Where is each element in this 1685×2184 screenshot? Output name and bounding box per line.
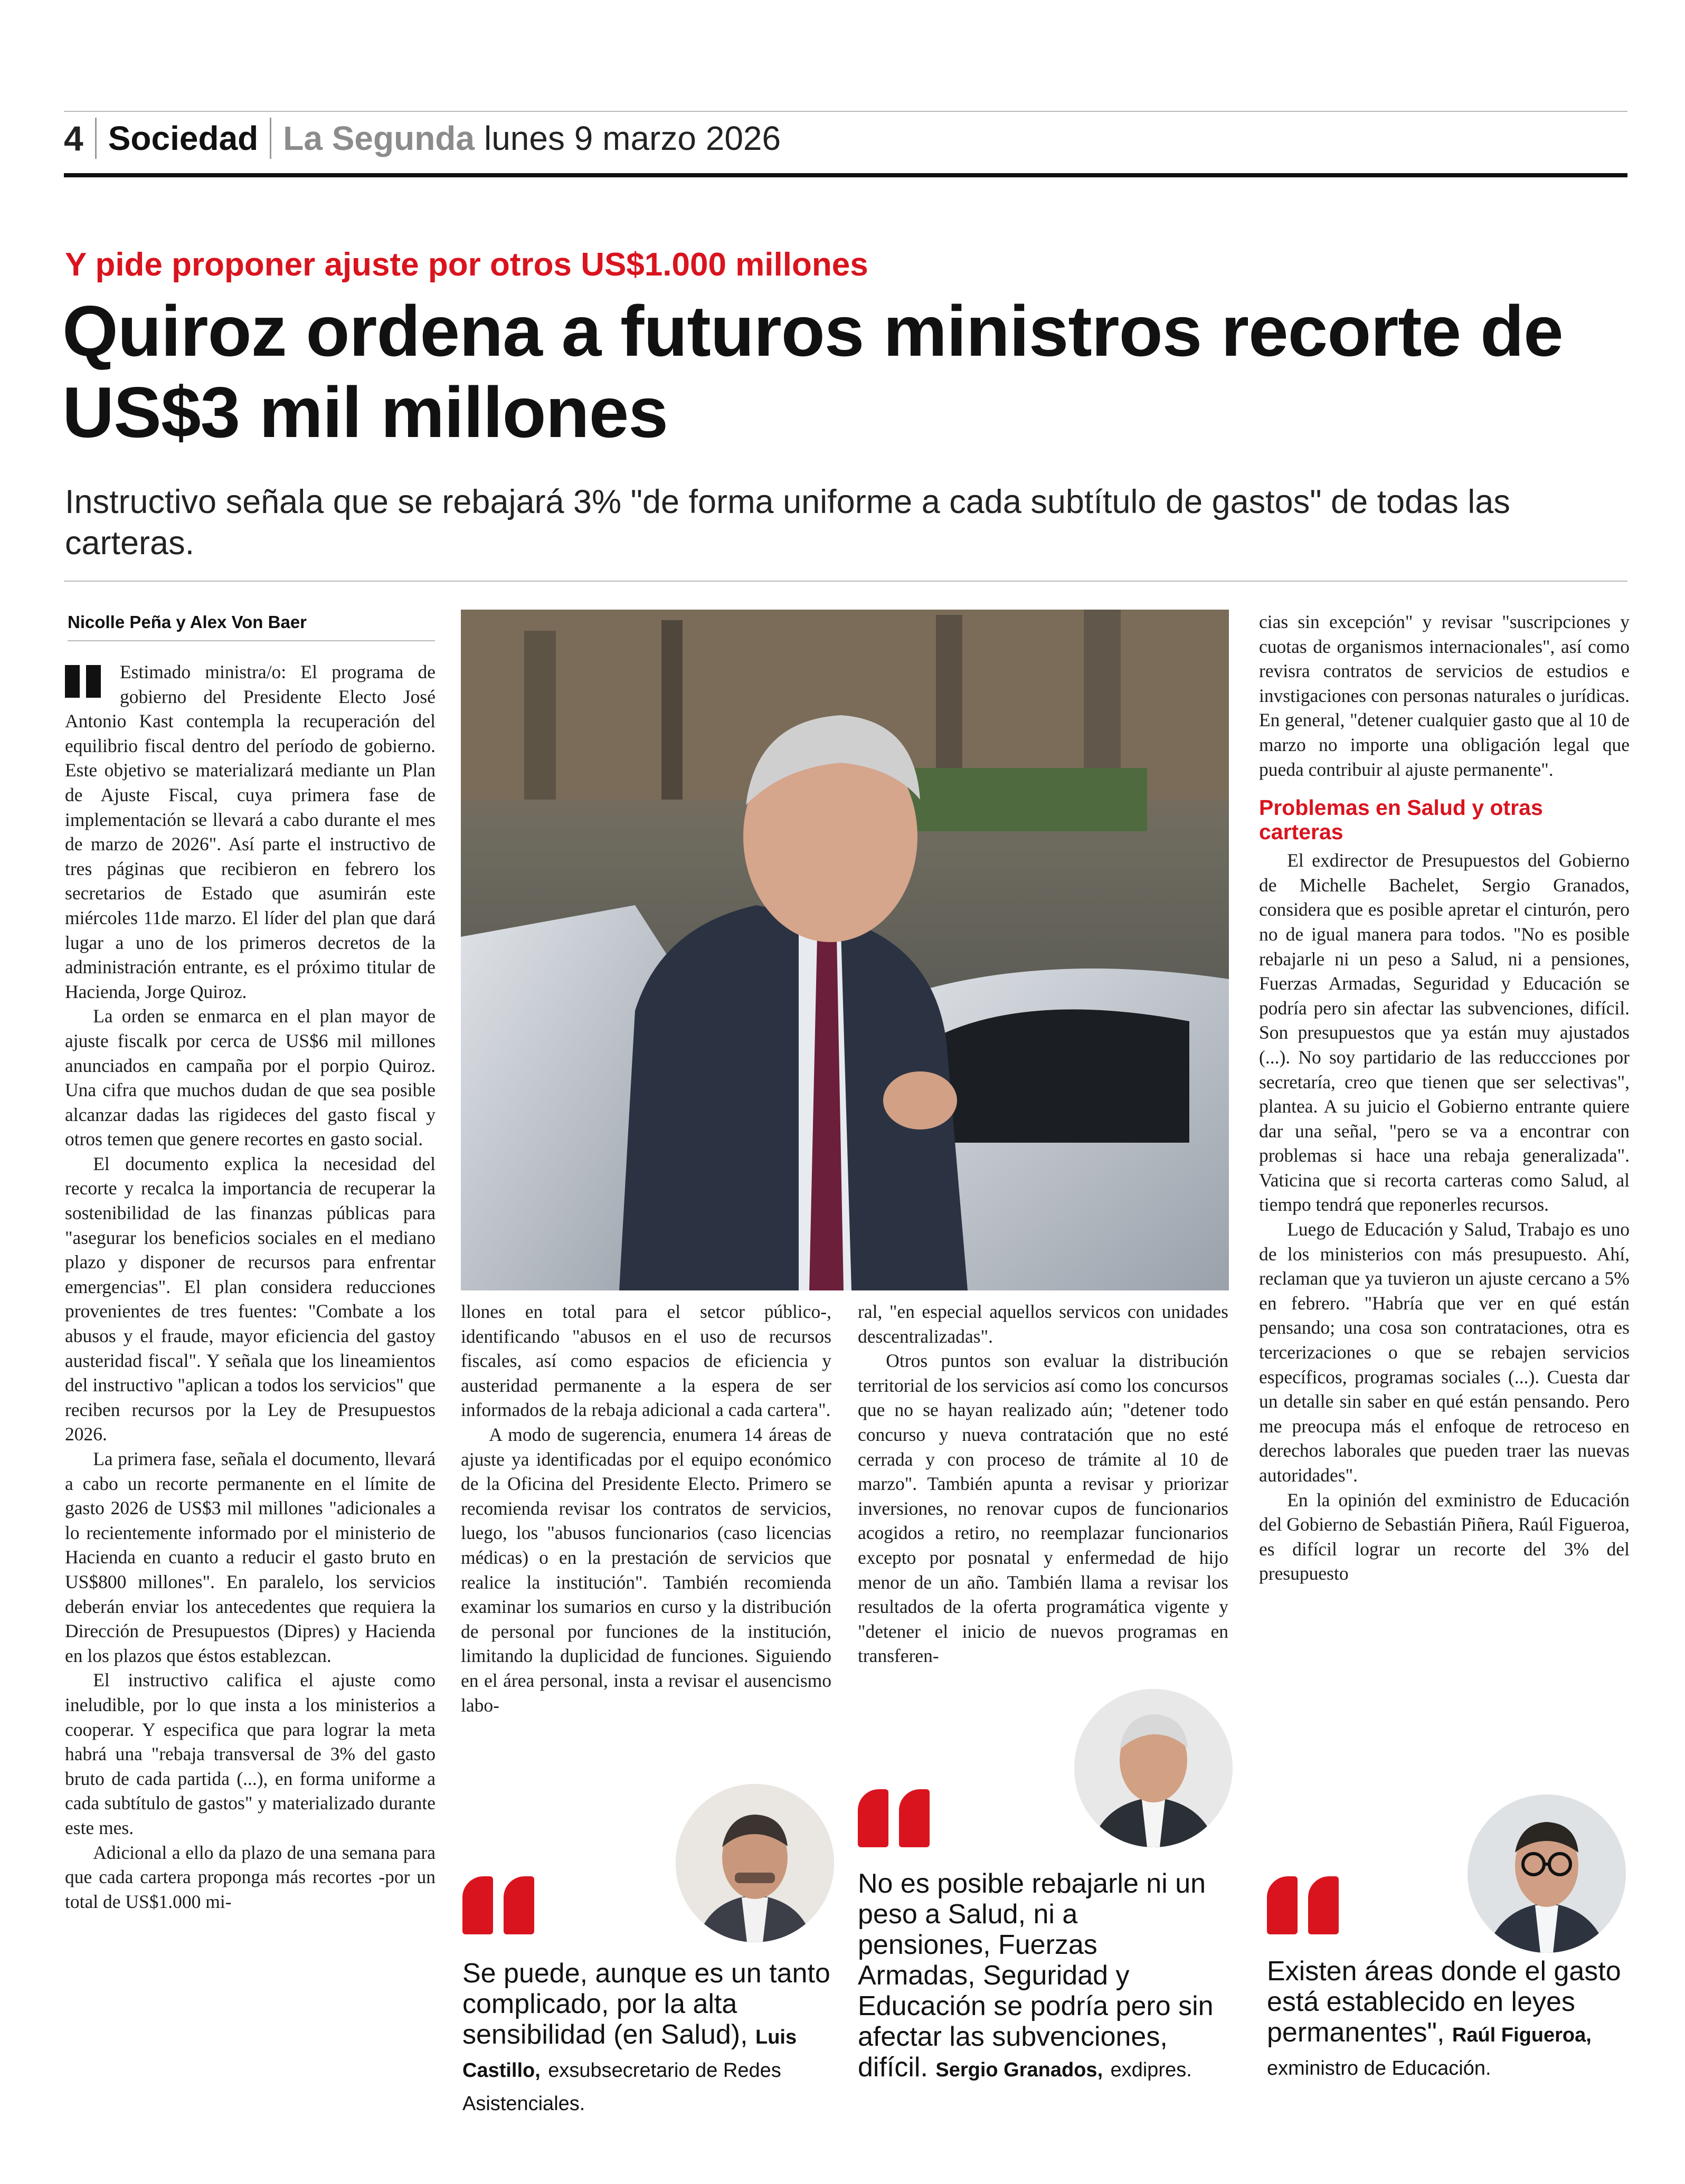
quote-mark-icon: [462, 1876, 542, 1934]
quote-mark-icon: [1267, 1876, 1346, 1934]
paragraph: cias sin excepción" y revisar "suscripciones y cuotas de organismos internacionales", así como revisra contratos de servicios de estudios e invstigaciones con personas naturales o jurídicas. En general, "detener cualquier gasto que al 10 de marzo no importe una obligación legal que pueda contribuir al ajuste permanente".: [1259, 611, 1630, 780]
paragraph: Luego de Educación y Salud, Trabajo es uno de los ministerios con más presupuesto. Ahí, reclaman que ya tuvieron un ajuste cercano a 5% en febrero. "Habría que ver en qué están pensando; una cosa son contrataciones, otra es tercerizaciones o que se rebajen servicios específicos, programas sociales (...). Cuesta dar un detalle sin saber en qué están pensando. Pero me preocupa más el enfoque de retroceso en derechos laborales que pueden traer las nuevas autoridades".: [1259, 1219, 1630, 1486]
paragraph: La primera fase, señala el documento, llevará a cabo un recorte permanente en el límite de gasto 2026 de US$3 mil millones "adicionales a lo recientemente informado por el ministerio de Hacienda en cuanto a reducir el gasto bruto en US$800 millones". En paralelo, los servicios deberán enviar los antecedentes que requiera la Dirección de Presupuestos (Dipres) y Hacienda en los plazos que éstos establezcan.: [65, 1448, 436, 1666]
quote-attribution-role: exdipres.: [1110, 2059, 1192, 2081]
deck-rule: [64, 581, 1627, 582]
column-4: [1259, 610, 1630, 1586]
quote-attribution-role: exsubsecretario de Redes Asistenciales.: [462, 2059, 781, 2115]
quote-attribution-role: exministro de Educación.: [1267, 2057, 1491, 2079]
avatar-sergio-granados: [1074, 1689, 1233, 1847]
column-3: [858, 1299, 1228, 1668]
byline: Nicolle Peña y Alex Von Baer: [68, 612, 307, 632]
paragraph: Estimado ministra/o: El programa de gobierno del Presidente Electo José Antonio Kast contempla la recuperación del equilibrio fiscal dentro del período de gobierno. Este objetivo se materializará mediante un Plan de Ajuste Fiscal, cuya primera fase de implementación se llevará a cabo durante el mes de marzo de 2026". Así parte el instructivo de tres páginas que recibieron en febrero los secretarios de Estado que asumirán este miércoles 11de marzo. El líder del plan que dará lugar a uno de los primeros decretos de la administración entrante, es el próximo titular de Hacienda, Jorge Quiroz.: [65, 661, 436, 1002]
page-header: [64, 117, 781, 159]
quote-attribution-name: Raúl Figueroa,: [1452, 2024, 1592, 2046]
paragraph: Otros puntos son evaluar la distribución territorial de los servicios así como los concursos que no se hayan realizado aún; "detener todo concurso y nueva contratación que no esté cerrada y con proceso de trámite al 10 de marzo". También apunta a revisar y priorizar inversiones, no renovar cupos de funcionarios acogidos a retiro, no reemplazar funcionarios excepto por posnatal y enfermedad de hijo menor de un año. También llama a revisar los resultados de la oferta programática vigente y "detener el inicio de nuevos programas en transferen-: [858, 1350, 1228, 1667]
photo-illustration: [461, 610, 1229, 1290]
pull-quote-3: Existen áreas donde el gasto está establecido en leyes permanentes", Raúl Figueroa, exministro de Educación.: [1267, 1956, 1621, 2079]
section-name: Sociedad: [108, 119, 259, 157]
main-photo: [461, 610, 1229, 1290]
page-number: 4: [64, 119, 83, 158]
quote-attribution-name: Sergio Granados,: [935, 2059, 1103, 2081]
paragraph: El instructivo califica el ajuste como ineludible, por lo que insta a los ministerios a cooperar. Y especifica que para lograr la meta habrá una "rebaja transversal de 3% del gasto bruto de cada partida (...), en forma uniforme a cada subtítulo de gastos" y materializado durante este mes.: [65, 1669, 436, 1838]
avatar-raul-figueroa: [1468, 1794, 1626, 1953]
column-2: [461, 1299, 831, 1717]
paragraph: A modo de sugerencia, enumera 14 áreas de ajuste ya identificadas por el equipo económico de la Oficina del Presidente Electo. Primero se recomienda revisar los contratos de servicios, luego, los "abusos funcionarios (caso licencias médicas) o en la prestación de servicios que realice la institución". También recomienda examinar los sumarios en curso y la distribución de personal por funciones de la institución, limitando la duplicidad de funciones. Siguiendo en el área personal, insta a revisar el ausencismo labo-: [461, 1423, 831, 1716]
paragraph: ral, "en especial aquellos servicos con unidades descentralizadas".: [858, 1301, 1228, 1347]
quote-attribution-name: Luis Castillo,: [462, 2026, 797, 2082]
paragraph: llones en total para el setcor público-, identificando "abusos en el uso de recursos fiscales, así como espacios de eficiencia y austeridad permanente a la espera de ser informados de la rebaja adicional a cada cartera".: [461, 1301, 831, 1421]
headline: Quiroz ordena a futuros ministros recorte de US$3 mil millones: [62, 291, 1563, 452]
header-bottom-rule: [64, 173, 1627, 177]
column-1: [65, 660, 436, 1914]
pull-quote-1: Se puede, aunque es un tanto complicado, por la alta sensibilidad (en Salud), Luis Castillo, exsubsecretario de Redes Asistenciales.: [462, 1958, 830, 2115]
subheading: Problemas en Salud y otras carteras: [1259, 795, 1543, 844]
deck: Instructivo señala que se rebajará 3% "de forma uniforme a cada subtítulo de gastos" de todas las carteras.: [65, 483, 1510, 562]
kicker: Y pide proponer ajuste por otros US$1.000 millones: [65, 246, 868, 283]
publication-name: La Segunda: [283, 119, 475, 157]
avatar-luis-castillo: [676, 1784, 834, 1942]
byline-rule: [68, 640, 435, 641]
pull-quote-2: No es posible rebajarle ni un peso a Salud, ni a pensiones, Fuerzas Armadas, Seguridad y Educación se podría pero sin afectar las subvenciones, difícil. Sergio Granados, exdipres.: [858, 1868, 1214, 2083]
paragraph: La orden se enmarca en el plan mayor de ajuste fiscalk por cerca de US$6 mil millones anunciados en campaña por el porpio Quiroz. Una cifra que muchos dudan de que sea posible alcanzar dadas las rigideces del gasto fiscal y otros temen que genere recortes en gasto social.: [65, 1005, 436, 1150]
issue-date: lunes 9 marzo 2026: [484, 119, 781, 157]
paragraph: El exdirector de Presupuestos del Gobierno de Michelle Bachelet, Sergio Granados, considera que es posible apretar el cinturón, pero no de igual manera para todos. "No es posible rebajarle ni un peso a Salud, ni a pensiones, Fuerzas Armadas, Seguridad y Educación se podría pero sin afectar las subvenciones, difícil. Son presupuestos que ya están muy ajustados (...). No soy partidario de las reduccciones por secretaría, creo que tienen que ser selectivas", plantea. A su juicio el Gobierno entrante quiere dar una señal, "pero se va a encontrar con problemas si hace una rebaja generalizada". Vaticina que si recorta carteras como Salud, al tiempo tendrá que reponerles recursos.: [1259, 850, 1630, 1216]
paragraph: En la opinión del exministro de Educación del Gobierno de Sebastián Piñera, Raúl Figueroa, es difícil lograr un recorte del 3% del presupuesto: [1259, 1489, 1630, 1584]
paragraph: El documento explica la necesidad del recorte y recalca la importancia de recuperar la sostenibilidad de las finanzas públicas para "asegurar los beneficios sociales en el mediano plazo y disponer de recursos para enfrentar emergencias". El plan considera reducciones provenientes de tres fuentes: "Combate a los abusos y el fraude, mayor eficiencia del gastoy austeridad fiscal". Y señala que los lineamientos del instructivo "aplican a todos los servicios" que reciben recursos por la Ley de Presupuestos 2026.: [65, 1153, 436, 1445]
quote-mark-icon: [858, 1789, 937, 1847]
header-top-rule: [64, 111, 1627, 112]
paragraph: Adicional a ello da plazo de una semana para que cada cartera proponga más recortes -por un total de US$1.000 mi-: [65, 1841, 436, 1912]
quote-dropcap-icon: [65, 665, 113, 699]
